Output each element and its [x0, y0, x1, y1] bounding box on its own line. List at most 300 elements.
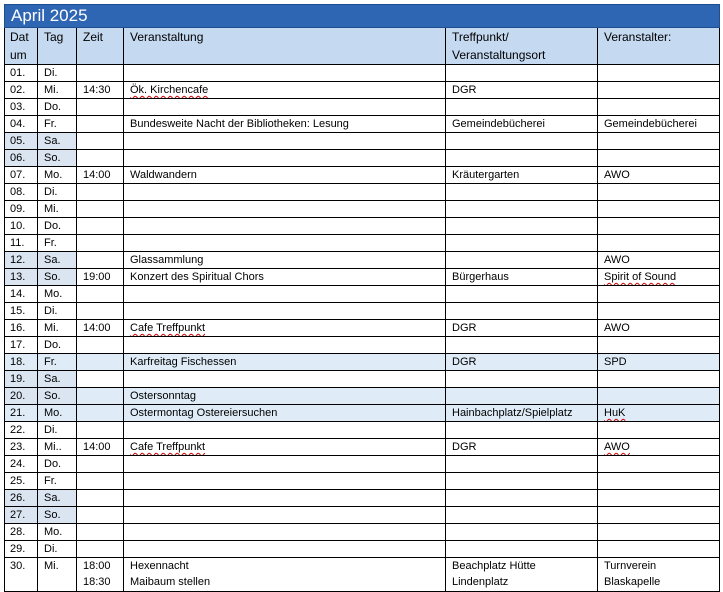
header-date[interactable]: Dat um [5, 28, 38, 65]
table-row [5, 388, 720, 405]
table-row [5, 456, 720, 473]
cell-organizer[interactable] [598, 286, 720, 303]
cell-date[interactable] [5, 507, 38, 524]
cell-event[interactable] [124, 167, 446, 184]
cell-organizer-text: SPD [604, 356, 627, 368]
cell-day-text: Fr. [44, 475, 57, 487]
cell-time[interactable] [77, 439, 124, 456]
cell-place-text: DGR [452, 441, 477, 453]
cell-time-text: 19:00 [83, 271, 111, 283]
cell-place-text: DGR [452, 322, 477, 334]
cell-time-text: 14:00 [83, 169, 111, 181]
cell-day[interactable] [38, 269, 77, 286]
cell-day-text: So. [44, 390, 61, 402]
cell-time-text: 14:00 [83, 322, 111, 334]
cell-date[interactable] [5, 82, 38, 99]
cell-place[interactable] [446, 133, 598, 150]
cell-place[interactable] [446, 150, 598, 167]
cell-date-text: 13. [10, 271, 26, 283]
cell-event[interactable] [124, 507, 446, 524]
cell-organizer[interactable] [598, 490, 720, 507]
cell-time[interactable] [77, 184, 124, 201]
header-day[interactable]: Tag [38, 28, 77, 65]
cell-day[interactable] [38, 456, 77, 473]
cell-date-text: 19. [10, 373, 26, 385]
cell-date[interactable] [5, 167, 38, 184]
cell-place[interactable] [446, 286, 598, 303]
cell-organizer[interactable] [598, 184, 720, 201]
cell-day[interactable] [38, 320, 77, 337]
table-row [5, 99, 720, 116]
cell-time-text: 14:00 [83, 441, 111, 453]
cell-organizer[interactable] [598, 167, 720, 184]
cell-organizer[interactable] [598, 337, 720, 354]
cell-organizer[interactable] [598, 133, 720, 150]
cell-date[interactable] [5, 201, 38, 218]
cell-event-text: Ostermontag Ostereiersuchen [130, 407, 278, 419]
cell-time[interactable] [77, 558, 124, 592]
cell-organizer[interactable] [598, 439, 720, 456]
cell-date[interactable] [5, 218, 38, 235]
cell-time[interactable] [77, 201, 124, 218]
cell-day-text: Do. [44, 458, 62, 470]
cell-date-text: 21. [10, 407, 26, 419]
cell-event[interactable] [124, 201, 446, 218]
cell-date-text: 09. [10, 203, 26, 215]
cell-organizer[interactable] [598, 524, 720, 541]
cell-place[interactable] [446, 507, 598, 524]
cell-date-text: 06. [10, 152, 26, 164]
cell-day[interactable] [38, 524, 77, 541]
cell-time[interactable] [77, 235, 124, 252]
cell-event[interactable] [124, 116, 446, 133]
cell-time[interactable] [77, 473, 124, 490]
cell-day[interactable] [38, 507, 77, 524]
cell-day-text: Sa. [44, 254, 61, 266]
cell-organizer-text: Spirit of Sound [604, 271, 677, 283]
cell-date[interactable] [5, 150, 38, 167]
cell-date-text: 20. [10, 390, 26, 402]
cell-day[interactable] [38, 490, 77, 507]
cell-date-text: 17. [10, 339, 26, 351]
cell-event[interactable] [124, 235, 446, 252]
cell-day[interactable] [38, 218, 77, 235]
cell-place[interactable] [446, 99, 598, 116]
cell-organizer[interactable] [598, 116, 720, 133]
cell-day[interactable] [38, 422, 77, 439]
cell-event[interactable] [124, 303, 446, 320]
cell-place[interactable] [446, 218, 598, 235]
cell-date-text: 27. [10, 509, 26, 521]
page-title: April 2025 [11, 6, 88, 25]
cell-date[interactable] [5, 65, 38, 82]
organizer-line-1: Turnverein [604, 560, 657, 572]
cell-event[interactable] [124, 524, 446, 541]
table-row [5, 133, 720, 150]
cell-organizer[interactable] [598, 303, 720, 320]
cell-day[interactable] [38, 252, 77, 269]
cell-day-text: Fr. [44, 237, 57, 249]
cell-organizer[interactable] [598, 473, 720, 490]
cell-time[interactable] [77, 65, 124, 82]
time-line-2: 18:30 [83, 576, 111, 588]
cell-date[interactable]: 30. [5, 558, 38, 592]
cell-organizer[interactable] [598, 422, 720, 439]
cell-event-text: Bundesweite Nacht der Bibliotheken: Lesung [130, 118, 349, 130]
cell-date-text: 05. [10, 135, 26, 147]
cell-date-text: 23. [10, 441, 26, 453]
header-time[interactable]: Zeit [77, 28, 124, 65]
cell-time[interactable] [77, 303, 124, 320]
cell-place[interactable] [446, 201, 598, 218]
table-row [5, 337, 720, 354]
cell-date[interactable] [5, 541, 38, 558]
cell-event-text: Cafe Treffpunkt [130, 322, 206, 334]
cell-organizer[interactable] [598, 252, 720, 269]
cell-time[interactable] [77, 218, 124, 235]
table-row [5, 116, 720, 133]
cell-event[interactable] [124, 133, 446, 150]
cell-date[interactable] [5, 422, 38, 439]
cell-date[interactable] [5, 269, 38, 286]
cell-day-text: Mi. [44, 322, 59, 334]
place-line-2: Lindenplatz [452, 576, 509, 588]
cell-event[interactable] [124, 405, 446, 422]
cell-day-text: Di. [44, 424, 58, 436]
cell-place[interactable] [446, 524, 598, 541]
cell-date[interactable] [5, 116, 38, 133]
cell-place[interactable] [446, 303, 598, 320]
header-place[interactable]: Treffpunkt/ Veranstaltungsort [446, 28, 598, 65]
cell-day[interactable]: Mi. [38, 558, 77, 592]
cell-place-text: DGR [452, 356, 477, 368]
cell-time[interactable] [77, 286, 124, 303]
header-event[interactable]: Veranstaltung [124, 28, 446, 65]
cell-day[interactable] [38, 405, 77, 422]
cell-organizer[interactable] [598, 218, 720, 235]
cell-event[interactable] [124, 82, 446, 99]
cell-day-text: Sa. [44, 373, 61, 385]
cell-time-text: 14:30 [83, 84, 111, 96]
table-row [5, 405, 720, 422]
cell-place[interactable] [446, 490, 598, 507]
cell-day[interactable] [38, 354, 77, 371]
cell-organizer[interactable] [598, 558, 720, 592]
cell-event[interactable] [124, 337, 446, 354]
cell-organizer[interactable] [598, 269, 720, 286]
place-line-1: Beachplatz Hütte [452, 560, 536, 572]
cell-day-text: Mi. [44, 203, 59, 215]
table-row-30 [5, 558, 720, 592]
cell-day[interactable] [38, 303, 77, 320]
table-row [5, 320, 720, 337]
cell-place[interactable] [446, 167, 598, 184]
cell-date[interactable] [5, 99, 38, 116]
cell-day-text: Sa. [44, 492, 61, 504]
cell-event[interactable] [124, 439, 446, 456]
title-bar [4, 4, 720, 28]
cell-organizer[interactable] [598, 507, 720, 524]
cell-day[interactable] [38, 133, 77, 150]
cell-event[interactable] [124, 99, 446, 116]
cell-time[interactable] [77, 541, 124, 558]
cell-time[interactable] [77, 116, 124, 133]
cell-organizer-text: Gemeindebücherei [604, 118, 697, 130]
cell-date-text: 14. [10, 288, 26, 300]
cell-place[interactable] [446, 388, 598, 405]
cell-event-text: Waldwandern [130, 169, 197, 181]
cell-day[interactable] [38, 201, 77, 218]
cell-organizer[interactable] [598, 65, 720, 82]
cell-time[interactable] [77, 388, 124, 405]
cell-place[interactable] [446, 184, 598, 201]
cell-organizer[interactable] [598, 320, 720, 337]
table-row [5, 507, 720, 524]
cell-place[interactable] [446, 269, 598, 286]
cell-place[interactable] [446, 558, 598, 592]
event-line-2: Maibaum stellen [130, 576, 211, 588]
cell-organizer-text: AWO [604, 169, 630, 181]
cell-place[interactable] [446, 320, 598, 337]
cell-date[interactable] [5, 524, 38, 541]
cell-date[interactable] [5, 337, 38, 354]
cell-time[interactable] [77, 456, 124, 473]
cell-place[interactable] [446, 422, 598, 439]
cell-day[interactable] [38, 473, 77, 490]
cell-time[interactable] [77, 320, 124, 337]
organizer-line-2: Blaskapelle [604, 576, 661, 588]
cell-day[interactable] [38, 286, 77, 303]
cell-time[interactable] [77, 422, 124, 439]
cell-date-text: 29. [10, 543, 26, 555]
cell-day-text: Sa. [44, 135, 61, 147]
cell-date[interactable] [5, 439, 38, 456]
cell-event[interactable] [124, 65, 446, 82]
cell-day[interactable] [38, 150, 77, 167]
cell-place[interactable] [446, 473, 598, 490]
cell-organizer[interactable] [598, 541, 720, 558]
table-row [5, 82, 720, 99]
table-row [5, 541, 720, 558]
cell-date-text: 11. [10, 237, 25, 249]
cell-day-text: Do. [44, 339, 62, 351]
cell-day-text: So. [44, 509, 61, 521]
cell-day-text: Mo. [44, 169, 63, 181]
cell-event[interactable] [124, 456, 446, 473]
cell-time[interactable] [77, 405, 124, 422]
table-row [5, 490, 720, 507]
cell-event[interactable] [124, 184, 446, 201]
cell-date-text: 18. [10, 356, 26, 368]
cell-event[interactable] [124, 473, 446, 490]
cell-place[interactable] [446, 354, 598, 371]
cell-time[interactable] [77, 133, 124, 150]
cell-day[interactable] [38, 388, 77, 405]
events-table [4, 28, 720, 592]
cell-date[interactable] [5, 473, 38, 490]
cell-time[interactable] [77, 150, 124, 167]
cell-event[interactable] [124, 320, 446, 337]
cell-date-text: 12. [10, 254, 26, 266]
cell-date[interactable] [5, 388, 38, 405]
cell-date[interactable] [5, 286, 38, 303]
cell-day[interactable] [38, 116, 77, 133]
cell-event[interactable] [124, 269, 446, 286]
cell-event-text: Ostersonntag [130, 390, 197, 402]
event-line-1: Hexennacht [130, 560, 189, 572]
cell-date[interactable] [5, 456, 38, 473]
cell-event-text: Cafe Treffpunkt [130, 441, 206, 453]
cell-time[interactable] [77, 507, 124, 524]
cell-date-text: 02. [10, 84, 26, 96]
cell-event[interactable] [124, 541, 446, 558]
cell-event[interactable] [124, 371, 446, 388]
cell-event[interactable] [124, 150, 446, 167]
cell-day-text: Di. [44, 305, 58, 317]
cell-place[interactable] [446, 456, 598, 473]
cell-day[interactable] [38, 541, 77, 558]
cell-time[interactable] [77, 167, 124, 184]
cell-place[interactable] [446, 405, 598, 422]
cell-day-text: Mo. [44, 288, 63, 300]
table-row [5, 65, 720, 82]
cell-place[interactable] [446, 116, 598, 133]
table-row [5, 371, 720, 388]
header-organizer[interactable]: Veranstalter: [598, 28, 720, 65]
cell-event-text: Ök. Kirchencafe [130, 84, 209, 96]
table-row [5, 218, 720, 235]
cell-date[interactable] [5, 235, 38, 252]
cell-date[interactable] [5, 490, 38, 507]
cell-time[interactable] [77, 490, 124, 507]
cell-date-text: 15. [10, 305, 26, 317]
cell-organizer[interactable] [598, 354, 720, 371]
cell-organizer-text: HuK [604, 407, 626, 419]
cell-day-text: Mo. [44, 407, 63, 419]
cell-date-text: 08. [10, 186, 26, 198]
table-row [5, 303, 720, 320]
cell-organizer-text: AWO [604, 322, 630, 334]
header-row [5, 28, 720, 65]
cell-organizer-text: AWO [604, 254, 630, 266]
table-row [5, 201, 720, 218]
cell-event[interactable] [124, 286, 446, 303]
cell-organizer[interactable] [598, 99, 720, 116]
cell-time[interactable] [77, 252, 124, 269]
cell-event[interactable] [124, 252, 446, 269]
cell-time[interactable] [77, 337, 124, 354]
cell-place[interactable] [446, 65, 598, 82]
cell-date-text: 26. [10, 492, 26, 504]
cell-date[interactable] [5, 354, 38, 371]
cell-place[interactable] [446, 541, 598, 558]
cell-day[interactable] [38, 65, 77, 82]
cell-event[interactable] [124, 354, 446, 371]
cell-organizer[interactable] [598, 201, 720, 218]
cell-day-text: Do. [44, 220, 62, 232]
cell-organizer[interactable] [598, 150, 720, 167]
cell-place[interactable] [446, 371, 598, 388]
cell-date[interactable] [5, 405, 38, 422]
table-row [5, 184, 720, 201]
cell-date-text: 28. [10, 526, 26, 538]
cell-organizer[interactable] [598, 82, 720, 99]
cell-day-text: So. [44, 271, 61, 283]
cell-day[interactable] [38, 82, 77, 99]
cell-organizer-text: AWO [604, 441, 630, 453]
cell-place-text: DGR [452, 84, 477, 96]
cell-date[interactable] [5, 133, 38, 150]
cell-place[interactable] [446, 252, 598, 269]
cell-date[interactable] [5, 320, 38, 337]
cell-event[interactable] [124, 388, 446, 405]
table-row [5, 473, 720, 490]
table-row [5, 422, 720, 439]
cell-event-text: Glassammlung [130, 254, 204, 266]
cell-day[interactable] [38, 439, 77, 456]
cell-time[interactable] [77, 82, 124, 99]
cell-organizer[interactable] [598, 456, 720, 473]
cell-organizer[interactable] [598, 371, 720, 388]
cell-time[interactable] [77, 99, 124, 116]
cell-date[interactable] [5, 252, 38, 269]
cell-time[interactable] [77, 371, 124, 388]
table-row [5, 167, 720, 184]
cell-day[interactable] [38, 235, 77, 252]
cell-time[interactable] [77, 524, 124, 541]
cell-date-text: 10. [10, 220, 26, 232]
cell-event-text: Karfreitag Fischessen [130, 356, 237, 368]
cell-day[interactable] [38, 167, 77, 184]
calendar-sheet [4, 4, 720, 592]
cell-day-text: Di. [44, 543, 58, 555]
cell-event-text: Konzert des Spiritual Chors [130, 271, 264, 283]
cell-day-text: Do. [44, 101, 62, 113]
cell-time[interactable] [77, 269, 124, 286]
cell-place[interactable] [446, 82, 598, 99]
cell-organizer[interactable] [598, 388, 720, 405]
cell-date[interactable] [5, 184, 38, 201]
cell-place-text: Hainbachplatz/Spielplatz [452, 407, 573, 419]
table-row [5, 354, 720, 371]
table-row [5, 286, 720, 303]
cell-place[interactable] [446, 235, 598, 252]
cell-date[interactable] [5, 371, 38, 388]
cell-day[interactable] [38, 184, 77, 201]
cell-place[interactable] [446, 439, 598, 456]
cell-organizer[interactable] [598, 235, 720, 252]
cell-day[interactable] [38, 337, 77, 354]
cell-event[interactable] [124, 558, 446, 592]
cell-time[interactable] [77, 354, 124, 371]
cell-date[interactable] [5, 303, 38, 320]
cell-day[interactable] [38, 371, 77, 388]
cell-event[interactable] [124, 218, 446, 235]
cell-date-text: 22. [10, 424, 26, 436]
cell-day-text: Fr. [44, 118, 57, 130]
cell-day[interactable] [38, 99, 77, 116]
cell-organizer[interactable] [598, 405, 720, 422]
cell-day-text: Mi. [44, 84, 59, 96]
table-row [5, 439, 720, 456]
cell-day-text: Di. [44, 186, 58, 198]
cell-date-text: 03. [10, 101, 26, 113]
cell-event[interactable] [124, 422, 446, 439]
cell-place-text: Kräutergarten [452, 169, 520, 181]
cell-place[interactable] [446, 337, 598, 354]
cell-date-text: 24. [10, 458, 26, 470]
cell-event[interactable] [124, 490, 446, 507]
